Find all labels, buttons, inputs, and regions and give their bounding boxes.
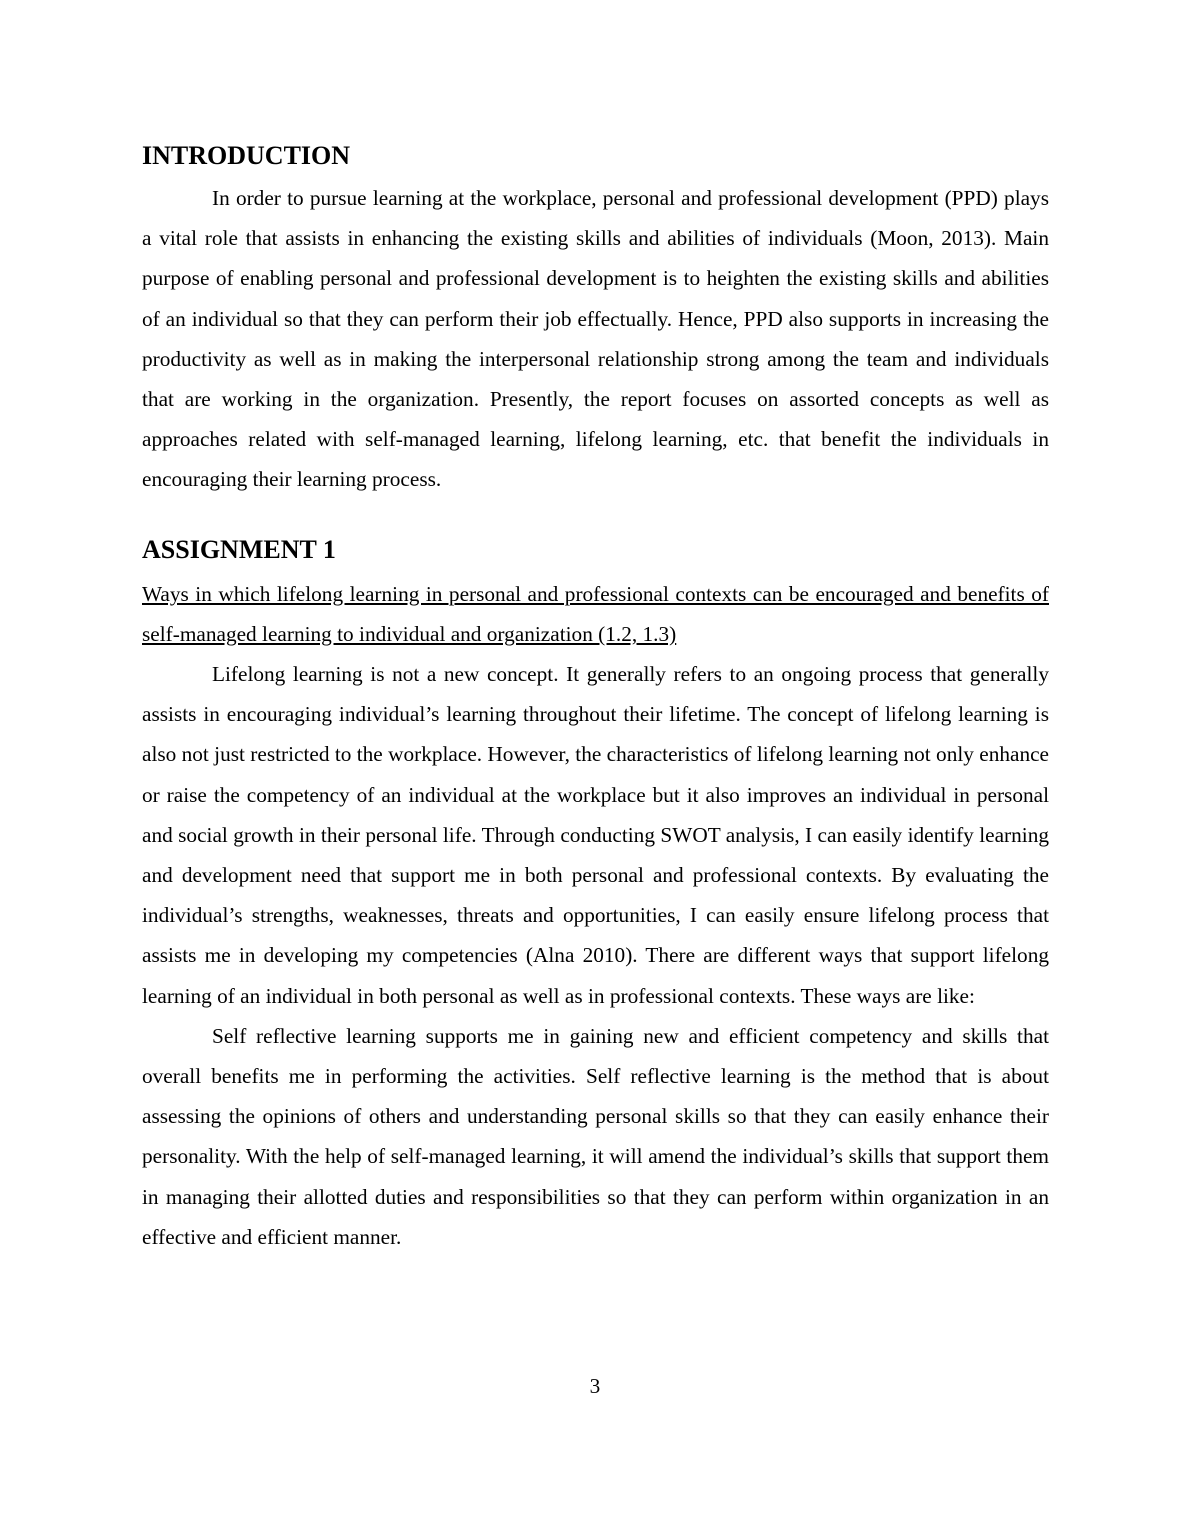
introduction-paragraph: In order to pursue learning at the workplace, personal and professional development (PPD) plays a vital role that assists in enhancing the existing skills and abilities of individuals (Moon, 2013). Main purpose of enabling personal and professional development is to heighten the existing skills and abilities of an individual so that they can perform their job effectually. Hence, PPD also supports in increasing the productivity as well as in making the interpersonal relationship strong among the team and individuals that are working in the organization. Presently, the report focuses on assorted concepts as well as approaches related with self-managed learning, lifelong learning, etc. that benefit the individuals in encouraging their learning process.	[142, 186, 1049, 492]
assignment-paragraph-2: Self reflective learning supports me in gaining new and efficient competency and skills that overall benefits me in performing the activities. Self reflective learning is the method that is about assessing the opinions of others and understanding personal skills so that they can easily enhance their personality. With the help of self-managed learning, it will amend the individual’s skills that support them in managing their allotted duties and responsibilities so that they can perform within organization in an effective and efficient manner.	[142, 1023, 1049, 1249]
assignment-paragraph-1: Lifelong learning is not a new concept. It generally refers to an ongoing process that generally assists in encouraging individual’s learning throughout their lifetime. The concept of lifelong learning is also not just restricted to the workplace. However, the characteristics of lifelong learning not only enhance or raise the competency of an individual at the workplace but it also improves an individual in personal and social growth in their personal life. Through conducting SWOT analysis, I can easily identify learning and development need that support me in both personal and professional contexts. By evaluating the individual’s strengths, weaknesses, threats and opportunities, I can easily ensure lifelong process that assists me in developing my competencies (Alna 2010). There are different ways that support lifelong learning of an individual in both personal as well as in professional contexts. These ways are like:	[142, 662, 1049, 1008]
assignment-heading: ASSIGNMENT 1	[142, 534, 336, 564]
introduction-heading: INTRODUCTION	[142, 141, 351, 170]
assignment-subheading: Ways in which lifelong learning in personal and professional contexts can be encouraged and benefits of self-managed learning to individual and organization (1.2, 1.3)	[142, 581, 1049, 646]
page-content	[142, 138, 1049, 1257]
page-number: 3	[589, 1374, 601, 1398]
